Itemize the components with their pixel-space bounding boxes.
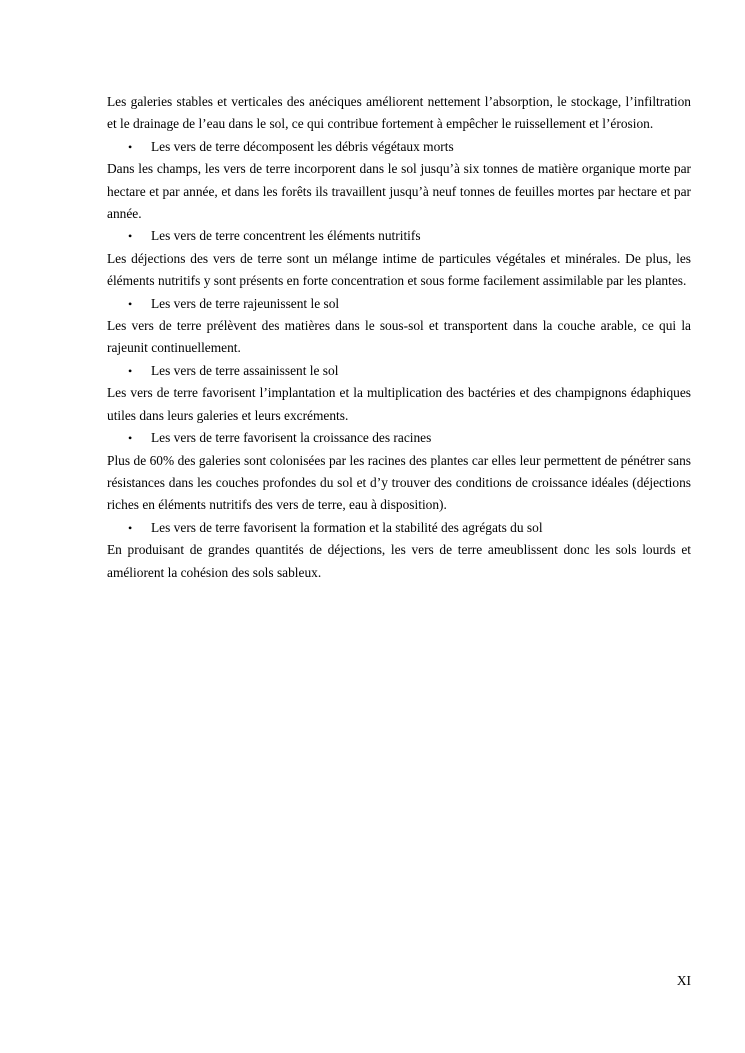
bullet-label: Les vers de terre rajeunissent le sol — [151, 295, 340, 311]
bullet-label: Les vers de terre favorisent la croissance des racines — [151, 430, 432, 446]
bullet-item — [107, 225, 691, 247]
bullet-label: Les vers de terre favorisent la formation et la stabilité des agrégats du sol — [151, 519, 543, 535]
bullet-icon: • — [128, 520, 133, 535]
bullet-item — [107, 427, 691, 449]
paragraph-champs: Dans les champs, les vers de terre incorporent dans le sol jusqu’à six tonnes de matière organique morte par hectare et par année, et dans les forêts ils travaillent jusqu’à neuf tonnes de feuilles mortes par hectare et par année. — [107, 161, 691, 222]
bullet-label: Les vers de terre décomposent les débris végétaux morts — [151, 138, 454, 154]
paragraph-sous-sol: Les vers de terre prélèvent des matières dans le sous-sol et transportent dans la couche arable, ce qui la rajeunit continuellement. — [107, 318, 691, 356]
bullet-label: Les vers de terre concentrent les éléments nutritifs — [151, 228, 421, 244]
paragraph-bacteries: Les vers de terre favorisent l’implantation et la multiplication des bactéries et des champignons édaphiques utiles dans leurs galeries et leurs excréments. — [107, 385, 691, 423]
bullet-icon: • — [128, 139, 133, 154]
bullet-icon: • — [128, 363, 133, 378]
paragraph-racines: Plus de 60% des galeries sont colonisées par les racines des plantes car elles leur permettent de pénétrer sans résistances dans les couches profondes du sol et d’y trouver des conditions de croissance idéales (déjections riches en éléments nutritifs des vers de terre, eau à disposition). — [107, 452, 691, 513]
page-number: XI — [676, 973, 691, 988]
bullet-item — [107, 293, 691, 315]
bullet-icon: • — [128, 229, 133, 244]
paragraph-dejections: Les déjections des vers de terre sont un mélange intime de particules végétales et minérales. De plus, les éléments nutritifs y sont présents en forte concentration et sous forme facilement assimilable par les plantes. — [107, 250, 691, 289]
bullet-icon: • — [128, 296, 133, 311]
paragraph-agregats: En produisant de grandes quantités de déjections, les vers de terre ameublissent donc les sols lourds et améliorent la cohésion des sols sableux. — [107, 542, 691, 580]
bullet-item — [107, 517, 691, 539]
bullet-item — [107, 136, 691, 158]
paragraph-galeries: Les galeries stables et verticales des anéciques améliorent nettement l’absorption, le stockage, l’infiltration et le drainage de l’eau dans le sol, ce qui contribue fortement à empêcher le ruissellement et l’érosion. — [107, 94, 691, 132]
page-body — [107, 91, 691, 584]
bullet-label: Les vers de terre assainissent le sol — [151, 362, 339, 378]
bullet-item — [107, 360, 691, 382]
bullet-icon: • — [128, 431, 133, 446]
